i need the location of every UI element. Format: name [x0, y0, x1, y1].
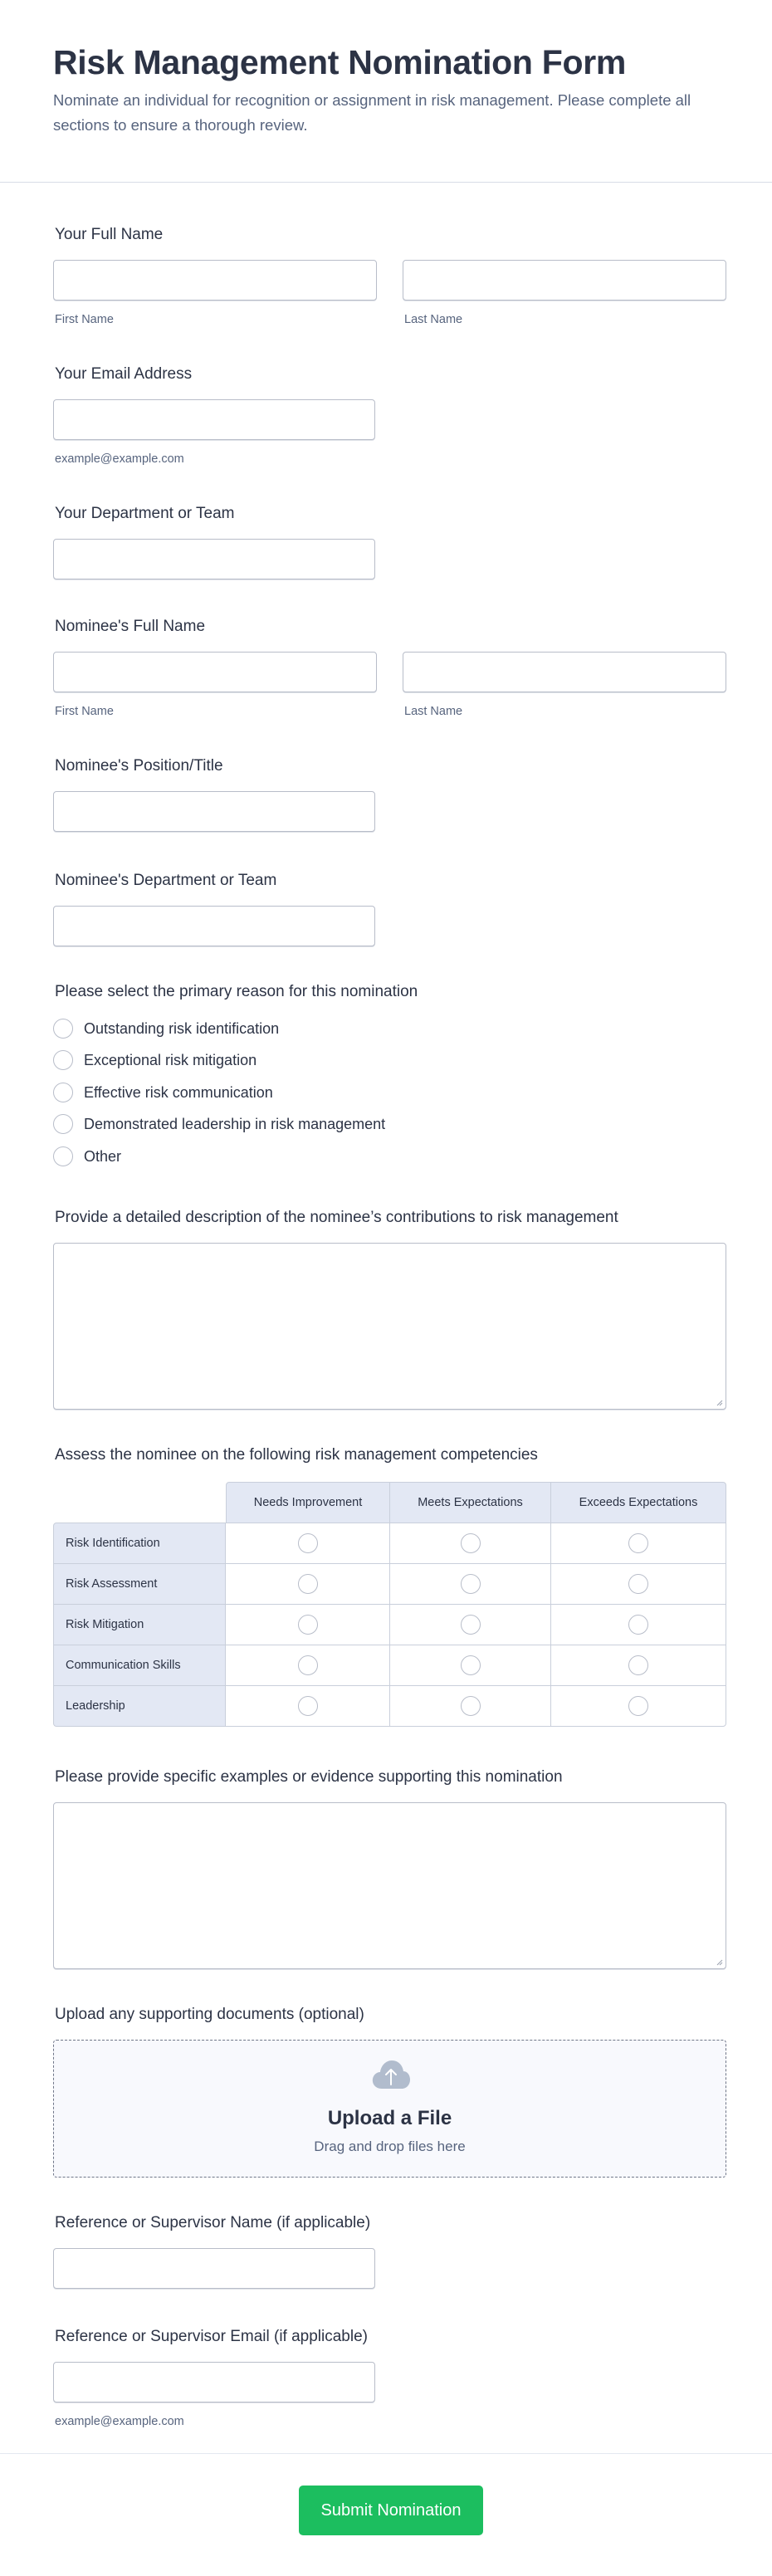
radio-button[interactable]: [461, 1533, 481, 1553]
nominee-name-label: Nominee's Full Name: [55, 618, 206, 635]
reference-name-input[interactable]: [53, 2248, 375, 2289]
radio-button[interactable]: [628, 1533, 648, 1553]
nominee-department-label: Nominee's Department or Team: [55, 872, 277, 889]
radio-button[interactable]: [298, 1615, 318, 1635]
matrix-cell[interactable]: [389, 1604, 551, 1645]
description-label: Provide a detailed description of the nominee’s contributions to risk management: [55, 1209, 618, 1226]
nominee-first-name-input[interactable]: [53, 652, 377, 692]
radio-button[interactable]: [461, 1574, 481, 1594]
evidence-label: Please provide specific examples or evidence supporting this nomination: [55, 1768, 563, 1786]
radio-button[interactable]: [461, 1655, 481, 1675]
reference-email-label: Reference or Supervisor Email (if applicable): [55, 2328, 368, 2345]
reference-name-label: Reference or Supervisor Name (if applicable): [55, 2214, 371, 2231]
nominee-position-input[interactable]: [53, 791, 375, 832]
your-department-input[interactable]: [53, 539, 375, 579]
page-title: Risk Management Nomination Form: [53, 43, 627, 81]
form-description: Nominate an individual for recognition or assignment in risk management. Please complete all sections to ensure a thorough review.: [53, 91, 691, 134]
your-last-name-sublabel: Last Name: [404, 313, 463, 326]
reason-option[interactable]: [53, 1018, 279, 1039]
radio-button[interactable]: [53, 1114, 73, 1134]
matrix-cell[interactable]: [389, 1645, 551, 1686]
matrix-column-header: Needs Improvement: [226, 1482, 390, 1523]
upload-subtitle: Drag and drop files here: [314, 2139, 466, 2154]
radio-button[interactable]: [298, 1655, 318, 1675]
radio-button[interactable]: [53, 1050, 73, 1070]
reason-option[interactable]: [53, 1146, 121, 1167]
nominee-last-name-input[interactable]: [403, 652, 726, 692]
reason-option-label: Outstanding risk identification: [84, 1019, 280, 1037]
cloud-upload-icon: [370, 2057, 412, 2090]
your-email-input[interactable]: [53, 399, 375, 440]
matrix-cell[interactable]: [389, 1563, 551, 1605]
submit-button[interactable]: Submit Nomination: [299, 2486, 483, 2535]
form-footer: [0, 2453, 772, 2576]
matrix-row-label: Communication Skills: [53, 1645, 226, 1686]
matrix-cell[interactable]: [550, 1563, 726, 1605]
reason-option[interactable]: [53, 1049, 257, 1071]
matrix-column-header: Meets Expectations: [389, 1482, 551, 1523]
form-header: [0, 0, 772, 183]
matrix-cell[interactable]: [550, 1685, 726, 1727]
competencies-label: Assess the nominee on the following risk management competencies: [55, 1446, 538, 1464]
reason-option-label: Effective risk communication: [84, 1083, 273, 1101]
nominee-department-input[interactable]: [53, 906, 375, 946]
reason-option-label: Other: [84, 1147, 122, 1165]
matrix-cell[interactable]: [225, 1604, 390, 1645]
radio-button[interactable]: [461, 1615, 481, 1635]
radio-button[interactable]: [461, 1696, 481, 1716]
radio-button[interactable]: [628, 1655, 648, 1675]
reason-option[interactable]: [53, 1113, 385, 1135]
matrix-row-label: Risk Assessment: [53, 1563, 226, 1605]
matrix-cell[interactable]: [550, 1645, 726, 1686]
matrix-column-header: Exceeds Expectations: [550, 1482, 726, 1523]
radio-button[interactable]: [53, 1019, 73, 1039]
your-department-label: Your Department or Team: [55, 505, 235, 522]
radio-button[interactable]: [298, 1533, 318, 1553]
radio-button[interactable]: [628, 1615, 648, 1635]
matrix-cell[interactable]: [389, 1685, 551, 1727]
matrix-row-label: Leadership: [53, 1685, 226, 1727]
upload-title: Upload a File: [327, 2107, 452, 2129]
your-email-sublabel: example@example.com: [55, 452, 184, 466]
reason-option-label: Exceptional risk mitigation: [84, 1051, 257, 1068]
matrix-cell[interactable]: [225, 1645, 390, 1686]
reason-label: Please select the primary reason for this nomination: [55, 983, 418, 1000]
resize-handle-icon[interactable]: [716, 1958, 723, 1966]
matrix-cell[interactable]: [550, 1604, 726, 1645]
evidence-textarea[interactable]: [53, 1802, 726, 1969]
radio-button[interactable]: [53, 1083, 73, 1102]
reference-email-sublabel: example@example.com: [55, 2415, 184, 2428]
nominee-last-name-sublabel: Last Name: [404, 705, 463, 718]
your-first-name-sublabel: First Name: [55, 313, 114, 326]
reason-option[interactable]: [53, 1082, 273, 1103]
radio-button[interactable]: [298, 1696, 318, 1716]
matrix-cell[interactable]: [225, 1523, 390, 1564]
resize-handle-icon[interactable]: [716, 1399, 723, 1406]
matrix-cell[interactable]: [550, 1523, 726, 1564]
nominee-first-name-sublabel: First Name: [55, 705, 114, 718]
reason-option-label: Demonstrated leadership in risk management: [84, 1115, 386, 1132]
matrix-row-label: Risk Identification: [53, 1523, 226, 1564]
your-email-label: Your Email Address: [55, 365, 193, 383]
matrix-cell[interactable]: [225, 1563, 390, 1605]
your-name-label: Your Full Name: [55, 226, 164, 243]
matrix-cell[interactable]: [225, 1685, 390, 1727]
description-textarea[interactable]: [53, 1243, 726, 1410]
reference-email-input[interactable]: [53, 2362, 375, 2402]
nominee-position-label: Nominee's Position/Title: [55, 757, 223, 775]
file-dropzone[interactable]: [53, 2040, 726, 2178]
radio-button[interactable]: [53, 1146, 73, 1166]
matrix-cell[interactable]: [389, 1523, 551, 1564]
upload-label: Upload any supporting documents (optional): [55, 2006, 364, 2023]
radio-button[interactable]: [628, 1574, 648, 1594]
radio-button[interactable]: [628, 1696, 648, 1716]
radio-button[interactable]: [298, 1574, 318, 1594]
your-first-name-input[interactable]: [53, 260, 377, 301]
your-last-name-input[interactable]: [403, 260, 726, 301]
matrix-row-label: Risk Mitigation: [53, 1604, 226, 1645]
